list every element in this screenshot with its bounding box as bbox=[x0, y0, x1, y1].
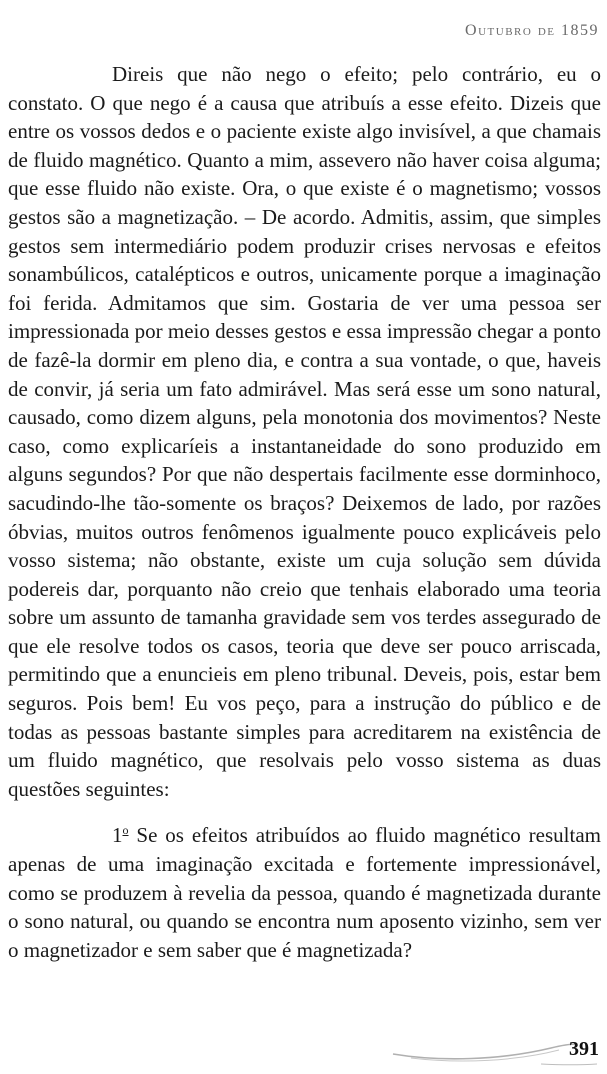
question-paragraph bbox=[8, 821, 601, 964]
ordinal-mark: o bbox=[122, 823, 129, 838]
running-header: Outubro de 1859 bbox=[465, 22, 599, 39]
page-number: 391 bbox=[569, 1038, 599, 1060]
question-number: 1 bbox=[112, 823, 123, 848]
body-text bbox=[8, 60, 601, 964]
question-text: Se os efeitos atribuídos ao fluido magnético resultam apenas de uma imaginação excitada e fortemente impressionável, como se produzem à revelia da pessoa, quando é magnetizada durante o sono natural, ou quando se encontra num aposento vizinho, sem ver o magnetizador e sem saber que é magnetizada? bbox=[8, 823, 601, 962]
paragraph: Direis que não nego o efeito; pelo contrário, eu o constato. O que nego é a causa que atribuís a esse efeito. Dizeis que entre os vossos dedos e o paciente existe algo invisível, a que chamais de fluido magnético. Quanto a mim, assevero não haver coisa alguma; que esse fluido não existe. Ora, o que existe é o magnetismo; vossos gestos são a magnetização. – De acordo. Admitis, assim, que simples gestos sem intermediário podem produzir crises nervosas e efeitos sonambúlicos, catalépticos e outros, unicamente porque a imaginação foi ferida. Admitamos que sim. Gostaria de ver uma pessoa ser impressionada por meio desses gestos e essa impressão chegar a ponto de fazê-la dormir em pleno dia, e contra a sua vontade, o que, haveis de convir, já seria um fato admirável. Mas será esse um sono natural, causado, como dizem alguns, pela monotonia dos movimentos? Neste caso, como explicaríeis a instantaneidade do sono produzido em alguns segundos? Por que não despertais facilmente esse dorminhoco, sacudindo-lhe tão-somente os braços? Deixemos de lado, por razões óbvias, muitos outros fenômenos igualmente pouco explicáveis pelo vosso sistema; não obstante, existe um cuja solução sem dúvida podereis dar, porquanto não creio que tenhais elaborado uma teoria sobre um assunto de tamanha gravidade sem vos terdes assegurado de que ele resolve todos os casos, teoria que deve ser pouco arriscada, permitindo que a enuncieis em pleno tribunal. Deveis, pois, estar bem seguros. Pois bem! Eu vos peço, para a instrução do público e de todas as pessoas bastante simples para acreditarem na existência de um fluido magnético, que resolvais pelo vosso sistema as duas questões seguintes: bbox=[8, 62, 601, 801]
page-footer bbox=[391, 1032, 601, 1068]
